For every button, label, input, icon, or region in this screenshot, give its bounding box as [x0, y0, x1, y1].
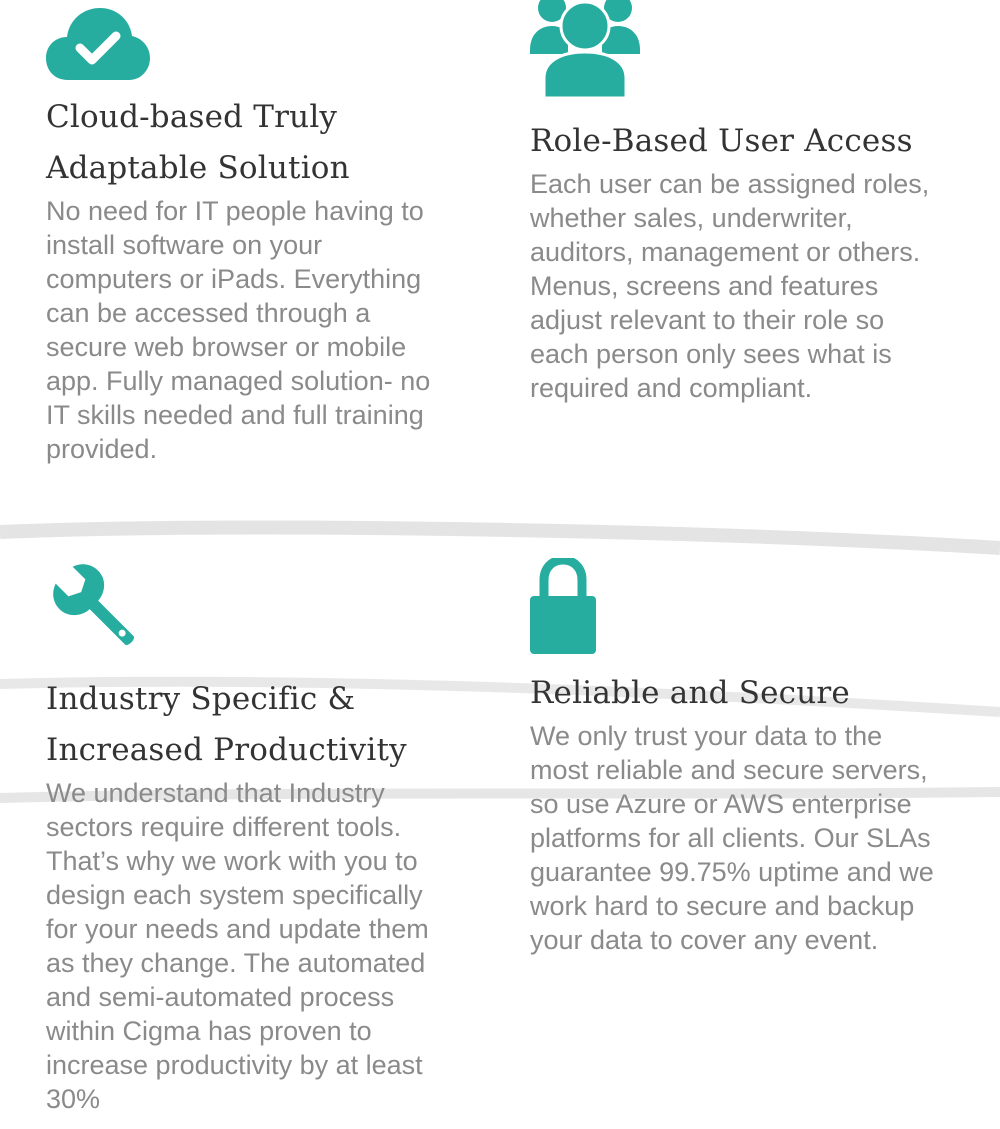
feature-description: No need for IT people having to install software on your computers or iPads. Everything can be accessed through a secure web browser or mobile app. Fully managed solution- no IT skills needed and full training provided. — [46, 196, 431, 464]
feature-title-line: Industry Specific & — [46, 681, 356, 717]
feature-title-line: Increased Productivity — [46, 732, 407, 768]
users-group-icon — [530, 0, 640, 98]
feature-title — [46, 674, 466, 776]
feature-description: Each user can be assigned roles, whether sales, underwriter, auditors, management or others. Menus, screens and features adjust relevant to their role so each person only sees what is required and compliant. — [530, 169, 930, 403]
feature-industry-specific — [46, 558, 466, 1116]
feature-title — [530, 668, 950, 719]
feature-description: We only trust your data to the most reliable and secure servers, so use Azure or AWS enterprise platforms for all clients. Our SLAs guarantee 99.75% uptime and we work hard to secure and backup your data to cover any event. — [530, 721, 934, 955]
feature-role-based-access — [530, 0, 950, 405]
wrench-icon — [46, 558, 146, 656]
padlock-icon — [530, 558, 596, 656]
feature-reliable-secure — [530, 558, 950, 957]
feature-title-line: Adaptable Solution — [46, 150, 350, 186]
cloud-check-icon — [46, 0, 150, 82]
feature-title-line: Cloud-based Truly — [46, 99, 338, 135]
feature-description: We understand that Industry sectors require different tools. That’s why we work with you to design each system specifically for your needs and update them as they change. The automated and semi-automated process within Cigma has proven to increase productivity by at least 30% — [46, 778, 429, 1114]
feature-title — [46, 92, 466, 194]
feature-title — [530, 116, 950, 167]
feature-title-line: Role-Based User Access — [530, 123, 913, 159]
feature-title-line: Reliable and Secure — [530, 675, 850, 711]
feature-cloud-solution — [46, 0, 466, 466]
